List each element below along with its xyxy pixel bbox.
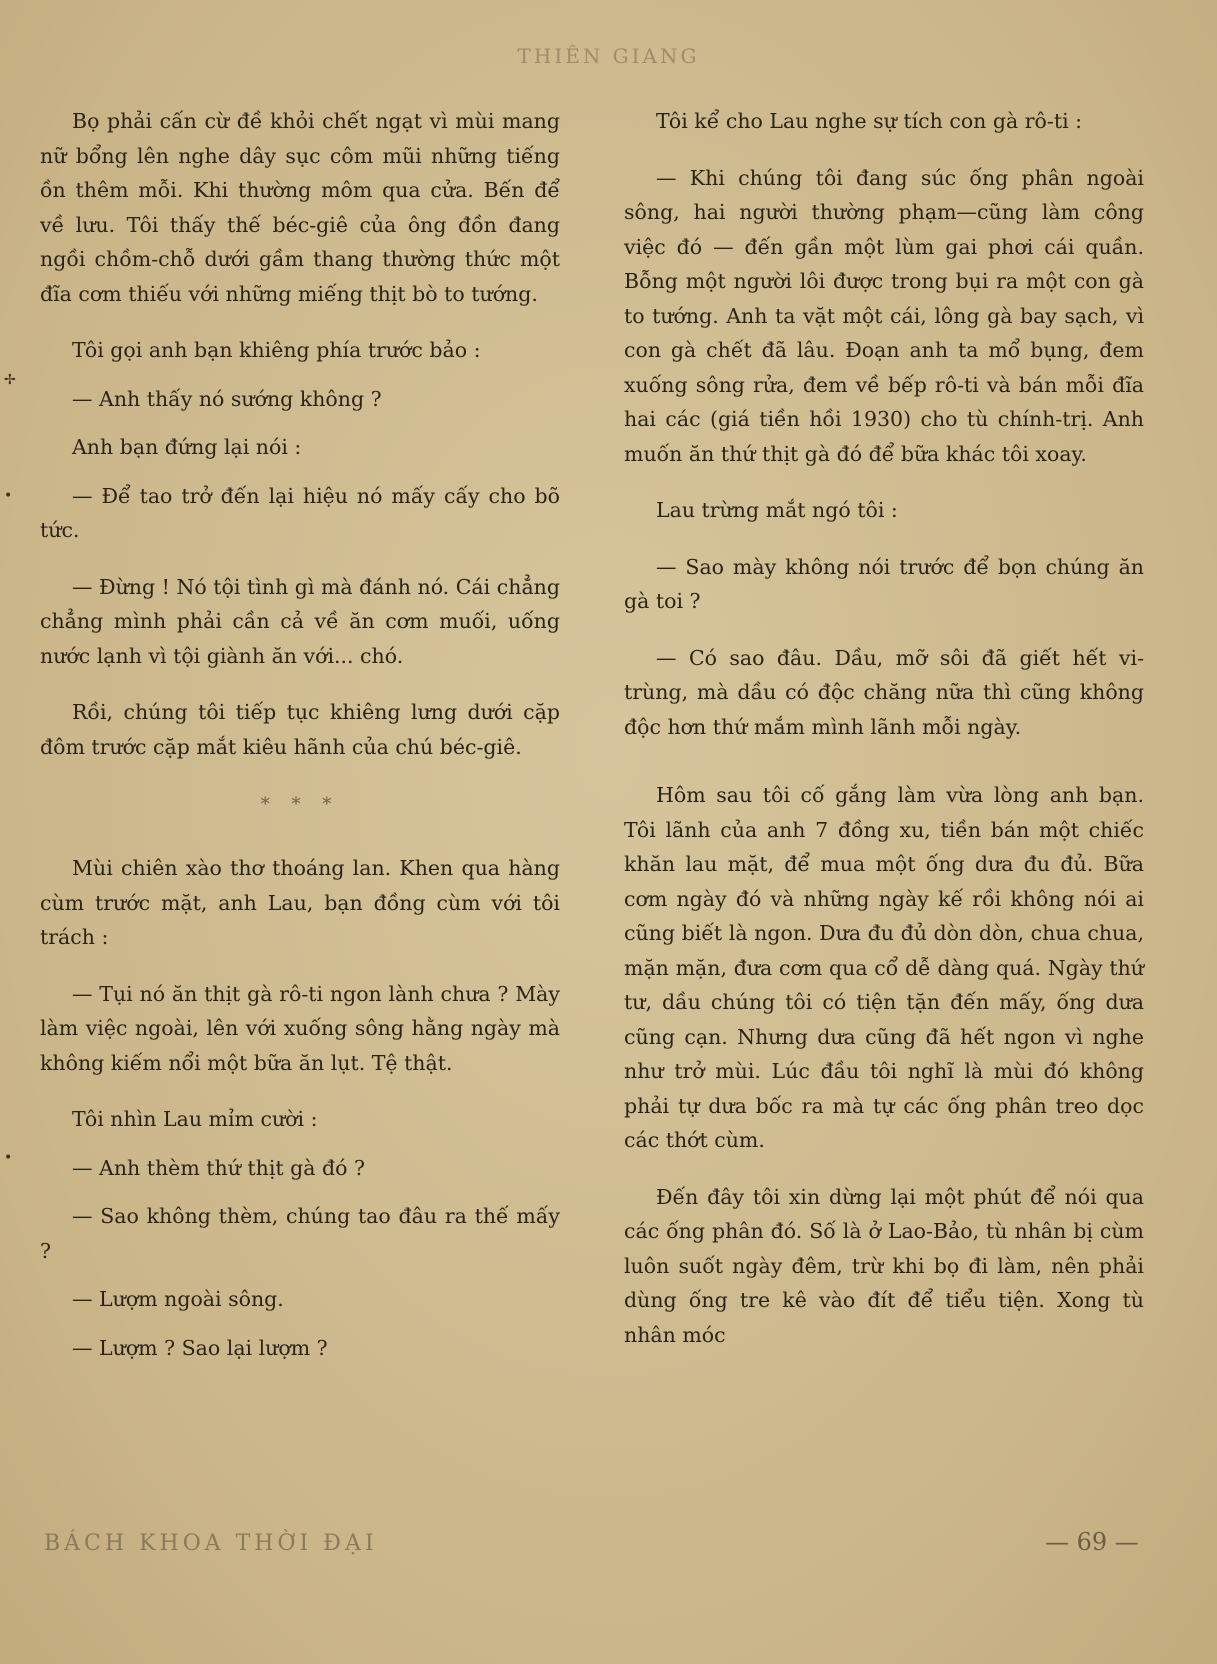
paragraph: Tôi nhìn Lau mỉm cười : xyxy=(72,1107,318,1131)
paragraph: — Lượm ngoài sông. xyxy=(72,1287,284,1311)
paragraph: — Đừng ! Nó tội tình gì mà đánh nó. Cái chẳng chẳng mình phải cần cả về ăn cơm muối, uống nước lạnh vì tội giành ăn với... chó. xyxy=(40,574,560,668)
paragraph: Bọ phải cấn cừ đề khỏi chết ngạt vì mùi mang nữ bổng lên nghe dây sục côm mũi những tiếng ồn thêm mỗi. Khi thường môm qua cửa. Bến để về lưu. Tôi thấy thế béc-giê của ông đồn đang ngồi chồm-chỗ dưới gầm thang thường thức một đĩa cơm thiếu với những miếng thịt bò to tướng. xyxy=(40,109,560,306)
paragraph: — Để tao trở đến lại hiệu nó mấy cấy cho bõ tức. xyxy=(40,483,560,542)
paragraph: — Sao không thèm, chúng tao đâu ra thế mấy ? xyxy=(40,1204,560,1263)
paragraph: — Sao mày không nói trước để bọn chúng ăn gà toi ? xyxy=(624,554,1144,613)
paragraph: Tôi gọi anh bạn khiêng phía trước bảo : xyxy=(72,338,481,362)
paragraph: — Có sao đâu. Dầu, mỡ sôi đã giết hết vi-trùng, mà dầu có độc chăng nữa thì cũng không độc hơn thứ mắm mình lãnh mỗi ngày. xyxy=(624,645,1144,739)
paragraph: — Tụi nó ăn thịt gà rô-ti ngon lành chưa ? Mày làm việc ngoài, lên với xuống sông hằng ngày mà không kiếm nổi một bữa ăn lụt. Tệ thật. xyxy=(40,981,560,1075)
left-column xyxy=(40,104,560,1379)
paragraph: Hôm sau tôi cố gắng làm vừa lòng anh bạn. Tôi lãnh của anh 7 đồng xu, tiền bán một chiếc khăn lau mặt, để mua một ống dưa đu đủ. Bữa cơm ngày đó và những ngày kế rồi không nói ai cũng biết là ngon. Dưa đu đủ dòn dòn, chua chua, mặn mặn, đưa cơm qua cổ dễ dàng quá. Ngày thứ tư, dầu chúng tôi có tiện tặn đến mấy, ống dưa cũng cạn. Nhưng dưa cũng đã hết ngon vì nghe như trở mùi. Lúc đầu tôi nghĩ là mùi đó không phải tự dưa bốc ra mà tự các ống phân treo dọc các thớt cùm. xyxy=(624,783,1144,1152)
paragraph: — Anh thấy nó sướng không ? xyxy=(72,386,382,411)
paragraph: Đến đây tôi xin dừng lại một phút để nói qua các ống phân đó. Số là ở Lao-Bảo, tù nhân bị cùm luôn suốt ngày đêm, trừ khi bọ đi làm, nên phải dùng ống tre kê vào đít để tiểu tiện. Xong tù nhân móc xyxy=(624,1184,1144,1347)
running-header: THIÊN GIANG xyxy=(517,44,700,68)
paragraph: — Anh thèm thứ thịt gà đó ? xyxy=(72,1155,366,1180)
paragraph: — Khi chúng tôi đang súc ống phân ngoài sông, hai người thường phạm—cũng làm công việc đó — đến gần một lùm gai phơi cái quần. Bỗng một người lôi được trong bụi ra một con gà to tướng. Anh ta vặt một cái, lông gà bay sạch, vì con gà chết đã lâu. Đoạn anh ta mổ bụng, đem xuống sông rửa, đem về bếp rô-ti và bán mỗi đĩa hai các (giá tiền hồi 1930) cho tù chính-trị. Anh muốn ăn thứ thịt gà đó để bữa khác tôi xoay. xyxy=(624,165,1144,466)
paragraph: — Lượm ? Sao lại lượm ? xyxy=(72,1335,328,1360)
margin-mark: • xyxy=(4,488,13,504)
paragraph: Lau trừng mắt ngó tôi : xyxy=(656,498,898,522)
paragraph: Tôi kể cho Lau nghe sự tích con gà rô-ti : xyxy=(656,109,1083,133)
paragraph: Mùi chiên xào thơ thoáng lan. Khen qua hàng cùm trước mặt, anh Lau, bạn đồng cùm với tôi trách : xyxy=(40,856,560,949)
footer-magazine-title: BÁCH KHOA THỜI ĐẠI xyxy=(44,1531,378,1556)
margin-mark: • xyxy=(4,1150,13,1166)
page-number: — 69 — xyxy=(1045,1528,1139,1556)
section-separator: * * * xyxy=(260,794,340,815)
right-column xyxy=(624,104,1144,1374)
paragraph: Rồi, chúng tôi tiếp tục khiêng lưng dưới cặp đôm trước cặp mắt kiêu hãnh của chú béc-giê. xyxy=(40,700,560,759)
paragraph: Anh bạn đứng lại nói : xyxy=(72,435,302,459)
margin-mark: ✢ xyxy=(4,372,16,388)
